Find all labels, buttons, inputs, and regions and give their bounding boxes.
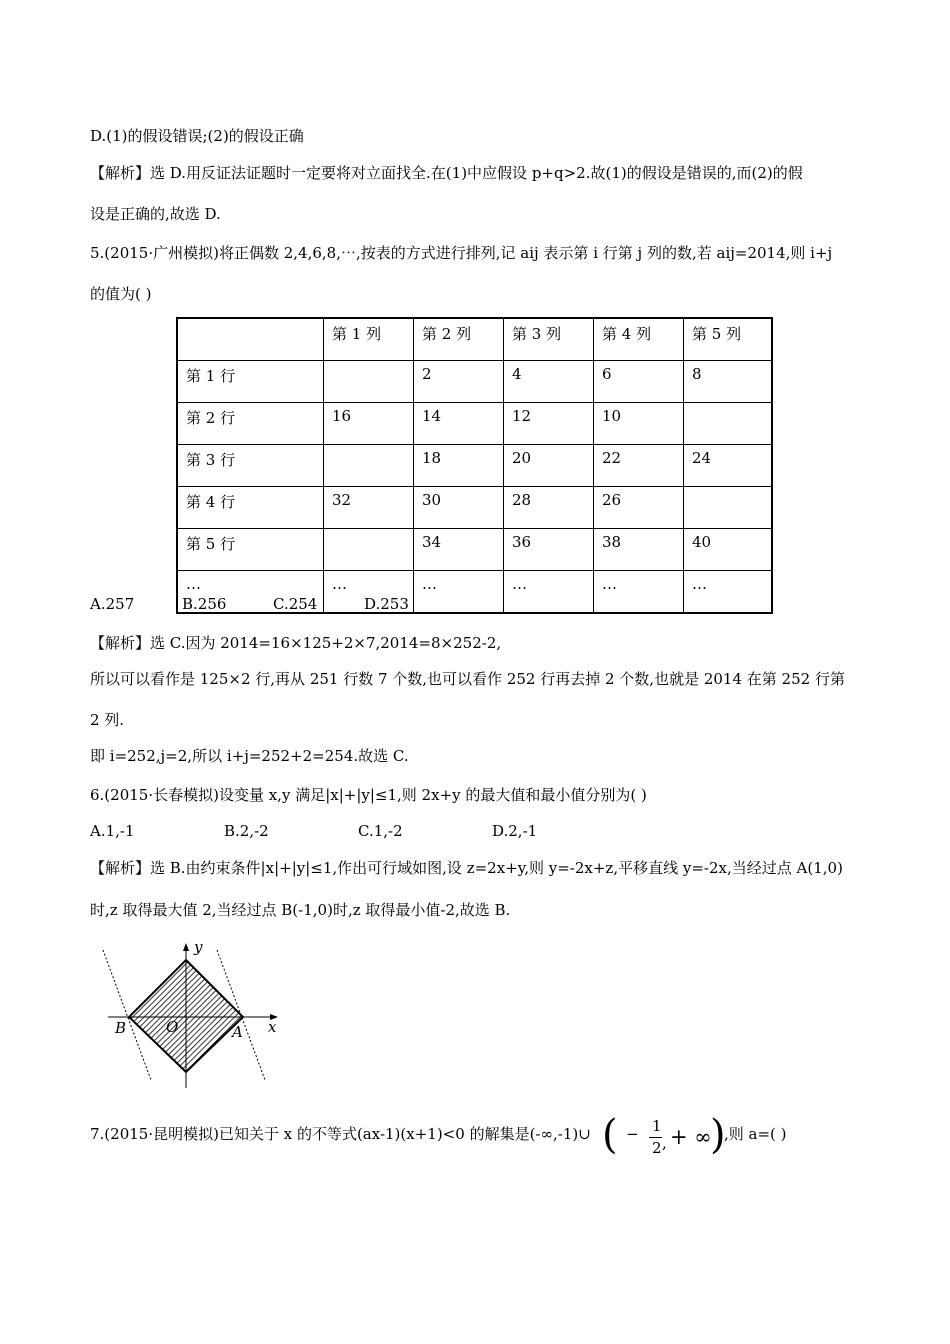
q6-option-b: B.2,-2 xyxy=(224,822,269,840)
table-cell: 32 xyxy=(324,487,414,529)
table-cell xyxy=(684,403,773,445)
table-row xyxy=(177,487,772,529)
analysis-2-line-2: 所以可以看作是 125×2 行,再从 251 行数 7 个数,也可以看作 252 行再去掉 2 个数,也就是 2014 在第 252 行第 xyxy=(90,670,845,688)
q6-option-c: C.1,-2 xyxy=(358,822,403,840)
table-cell: 第 4 列 xyxy=(594,318,684,361)
table-cell xyxy=(177,318,324,361)
table-cell: 36 xyxy=(504,529,594,571)
table-cell: 第 2 列 xyxy=(414,318,504,361)
right-paren: ) xyxy=(710,1112,726,1158)
analysis-2-line-3: 2 列. xyxy=(90,711,125,729)
table-cell: 4 xyxy=(504,361,594,403)
table-cell: 40 xyxy=(684,529,773,571)
q5-option-a: A.257 xyxy=(90,595,135,613)
y-axis-arrow xyxy=(183,943,189,951)
table-row xyxy=(177,571,772,614)
table-cell xyxy=(324,361,414,403)
table-cell: … xyxy=(324,571,414,614)
q6-option-a: A.1,-1 xyxy=(90,822,135,840)
point-b-label: B xyxy=(115,1019,127,1037)
table-cell xyxy=(324,445,414,487)
analysis-3-line-2: 时,z 取得最大值 2,当经过点 B(-1,0)时,z 取得最小值-2,故选 B. xyxy=(90,901,511,919)
table-cell: 2 xyxy=(414,361,504,403)
table-cell: … xyxy=(414,571,504,614)
table-cell: … xyxy=(177,571,324,614)
table-cell: … xyxy=(594,571,684,614)
x-label: x xyxy=(268,1018,277,1036)
table-row xyxy=(177,529,772,571)
table-cell xyxy=(324,529,414,571)
y-label: y xyxy=(194,938,203,956)
table-cell: 18 xyxy=(414,445,504,487)
table-cell: 8 xyxy=(684,361,773,403)
analysis-2-line-1: 【解析】选 C.因为 2014=16×125+2×7,2014=8×252-2, xyxy=(90,634,502,652)
interval-comma: , xyxy=(662,1134,667,1152)
table-cell: 16 xyxy=(324,403,414,445)
question-5-line-2: 的值为( ) xyxy=(90,285,152,303)
table-cell: 28 xyxy=(504,487,594,529)
plus-infinity: + ∞ xyxy=(670,1125,712,1149)
table-cell: … xyxy=(504,571,594,614)
q6-option-d: D.2,-1 xyxy=(492,822,538,840)
analysis-2-line-4: 即 i=252,j=2,所以 i+j=252+2=254.故选 C. xyxy=(90,747,409,765)
origin-label: O xyxy=(166,1018,179,1036)
question-7-tail: ,则 a=( ) xyxy=(724,1125,787,1143)
table-cell: 10 xyxy=(594,403,684,445)
fraction-bar xyxy=(649,1137,662,1138)
table-cell: 第 1 列 xyxy=(324,318,414,361)
analysis-3-line-1: 【解析】选 B.由约束条件|x|+|y|≤1,作出可行域如图,设 z=2x+y,则 y=-2x+z,平移直线 y=-2x,当经过点 A(1,0) xyxy=(90,859,843,877)
table-cell: 第 4 行 xyxy=(177,487,324,529)
table-cell: 38 xyxy=(594,529,684,571)
question-7-text: 7.(2015·昆明模拟)已知关于 x 的不等式(ax-1)(x+1)<0 的解集是(-∞,-1)∪ xyxy=(90,1125,591,1143)
table-cell: 30 xyxy=(414,487,504,529)
table-cell xyxy=(684,487,773,529)
table-cell: 第 5 行 xyxy=(177,529,324,571)
table-cell: 14 xyxy=(414,403,504,445)
question-5-line-1: 5.(2015·广州模拟)将正偶数 2,4,6,8,⋯,按表的方式进行排列,记 aij 表示第 i 行第 j 列的数,若 aij=2014,则 i+j xyxy=(90,244,833,262)
table-cell: 22 xyxy=(594,445,684,487)
fraction-denominator: 2 xyxy=(652,1139,662,1157)
minus-sign: − xyxy=(626,1125,639,1143)
point-a-label: A xyxy=(232,1023,243,1041)
table-cell: 第 3 列 xyxy=(504,318,594,361)
table-cell: 第 3 行 xyxy=(177,445,324,487)
even-number-table xyxy=(176,317,773,614)
table-cell: 12 xyxy=(504,403,594,445)
table-cell: 26 xyxy=(594,487,684,529)
q5-option-b: B.256 xyxy=(182,595,227,613)
interval-expression xyxy=(602,1112,726,1169)
table-cell: … xyxy=(684,571,773,614)
table-cell: 20 xyxy=(504,445,594,487)
feasible-region-graph xyxy=(98,938,288,1093)
fraction-numerator: 1 xyxy=(652,1117,662,1135)
table-cell: 34 xyxy=(414,529,504,571)
left-paren: ( xyxy=(602,1112,618,1158)
question-6: 6.(2015·长春模拟)设变量 x,y 满足|x|+|y|≤1,则 2x+y 的最大值和最小值分别为( ) xyxy=(90,786,647,804)
analysis-1-line-2: 设是正确的,故选 D. xyxy=(90,205,221,223)
table-cell: 第 5 列 xyxy=(684,318,773,361)
q5-option-d: D.253 xyxy=(364,595,409,613)
table-cell: 6 xyxy=(594,361,684,403)
analysis-1-line-1: 【解析】选 D.用反证法证题时一定要将对立面找全.在(1)中应假设 p+q>2.故(1)的假设是错误的,而(2)的假 xyxy=(90,164,803,182)
option-d-text: D.(1)的假设错误;(2)的假设正确 xyxy=(90,127,304,145)
table-cell: 第 1 行 xyxy=(177,361,324,403)
table-cell: 24 xyxy=(684,445,773,487)
table-row xyxy=(177,445,772,487)
q5-option-c: C.254 xyxy=(273,595,318,613)
table-row xyxy=(177,403,772,445)
table-cell: 第 2 行 xyxy=(177,403,324,445)
table-row xyxy=(177,361,772,403)
table-header-row xyxy=(177,318,772,361)
